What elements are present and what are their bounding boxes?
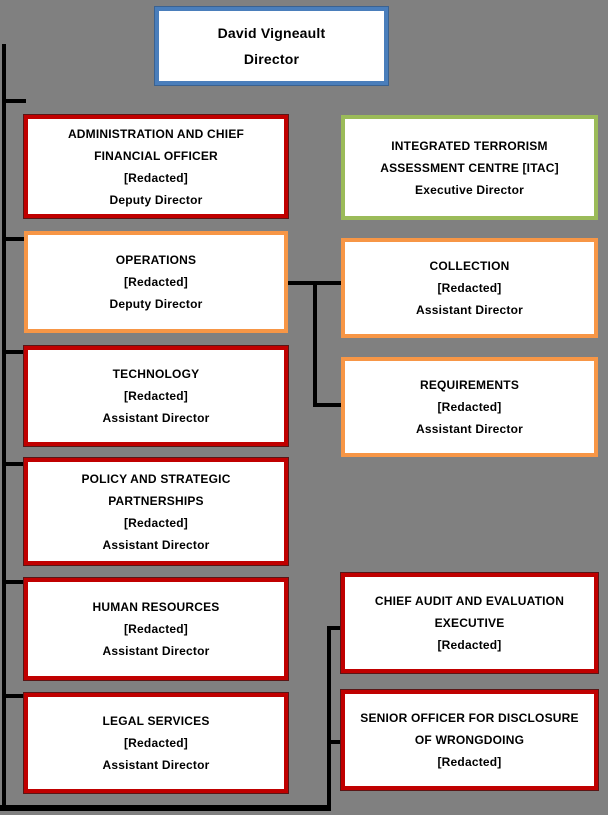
box-title-line: INTEGRATED TERRORISM (391, 138, 548, 153)
connector-stub-human-resources (2, 580, 24, 584)
director-title: Director (243, 51, 300, 67)
box-name-line: [Redacted] (123, 170, 188, 185)
org-box-policy-strategic-partnerships (24, 458, 288, 565)
box-role-line: Assistant Director (416, 303, 523, 317)
box-name-line: [Redacted] (437, 400, 502, 414)
connector-bottom-bar (0, 805, 331, 811)
box-role-line: Assistant Director (416, 422, 523, 436)
box-role-line: Deputy Director (109, 192, 203, 207)
box-title-line: FINANCIAL OFFICER (94, 148, 218, 163)
box-title-line: POLICY AND STRATEGIC (81, 471, 231, 486)
box-title-line: EXECUTIVE (434, 616, 505, 630)
org-box-operations (24, 231, 288, 333)
box-name-line: [Redacted] (123, 515, 188, 530)
org-box-legal-services (24, 693, 288, 793)
box-title-line: OF WRONGDOING (414, 733, 525, 747)
box-name-line: [Redacted] (123, 622, 188, 636)
org-box-technology (24, 346, 288, 446)
box-title-line: HUMAN RESOURCES (92, 600, 220, 614)
box-title-line: REQUIREMENTS (419, 378, 520, 392)
box-title-line: TECHNOLOGY (112, 367, 200, 381)
box-title-line: ADMINISTRATION AND CHIEF (67, 126, 245, 141)
box-role-line: Assistant Director (102, 644, 210, 658)
box-title-line: ASSESSMENT CENTRE [ITAC] (380, 160, 559, 175)
connector-right-spine (327, 626, 331, 811)
box-title-line: OPERATIONS (115, 253, 197, 267)
box-role-line: Executive Director (415, 182, 524, 197)
connector-stub-operations (2, 237, 24, 241)
org-box-chief-audit-evaluation (341, 573, 598, 673)
box-name-line: [Redacted] (437, 281, 502, 295)
box-title-line: COLLECTION (429, 259, 510, 273)
connector-stub-technology (2, 350, 24, 354)
box-role-line: Assistant Director (102, 537, 210, 552)
box-name-line: [Redacted] (123, 275, 188, 289)
box-name-line: [Redacted] (123, 736, 188, 750)
box-name-line: [Redacted] (123, 389, 188, 403)
org-box-human-resources (24, 578, 288, 680)
org-box-collection (341, 238, 598, 338)
box-name-line: [Redacted] (437, 638, 502, 652)
connector-stub-legal-services (2, 694, 24, 698)
box-role-line: Assistant Director (102, 758, 210, 772)
box-title-line: LEGAL SERVICES (102, 714, 210, 728)
box-title-line: PARTNERSHIPS (108, 493, 204, 508)
connector-stub-policy (2, 462, 24, 466)
box-role-line: Assistant Director (102, 411, 210, 425)
box-name-line: [Redacted] (437, 755, 502, 769)
connector-operations-branch-vertical (313, 281, 317, 407)
org-box-disclosure-of-wrongdoing (341, 690, 598, 790)
org-box-director (155, 7, 388, 85)
org-box-administration (24, 115, 288, 218)
box-title-line: SENIOR OFFICER FOR DISCLOSURE (360, 711, 579, 725)
org-box-requirements (341, 357, 598, 457)
box-title-line: CHIEF AUDIT AND EVALUATION (374, 594, 565, 608)
connector-stub-administration (2, 99, 26, 103)
org-box-itac (341, 115, 598, 220)
connector-branch-requirements (313, 403, 341, 407)
box-role-line: Deputy Director (109, 297, 203, 311)
director-name: David Vigneault (217, 25, 326, 41)
